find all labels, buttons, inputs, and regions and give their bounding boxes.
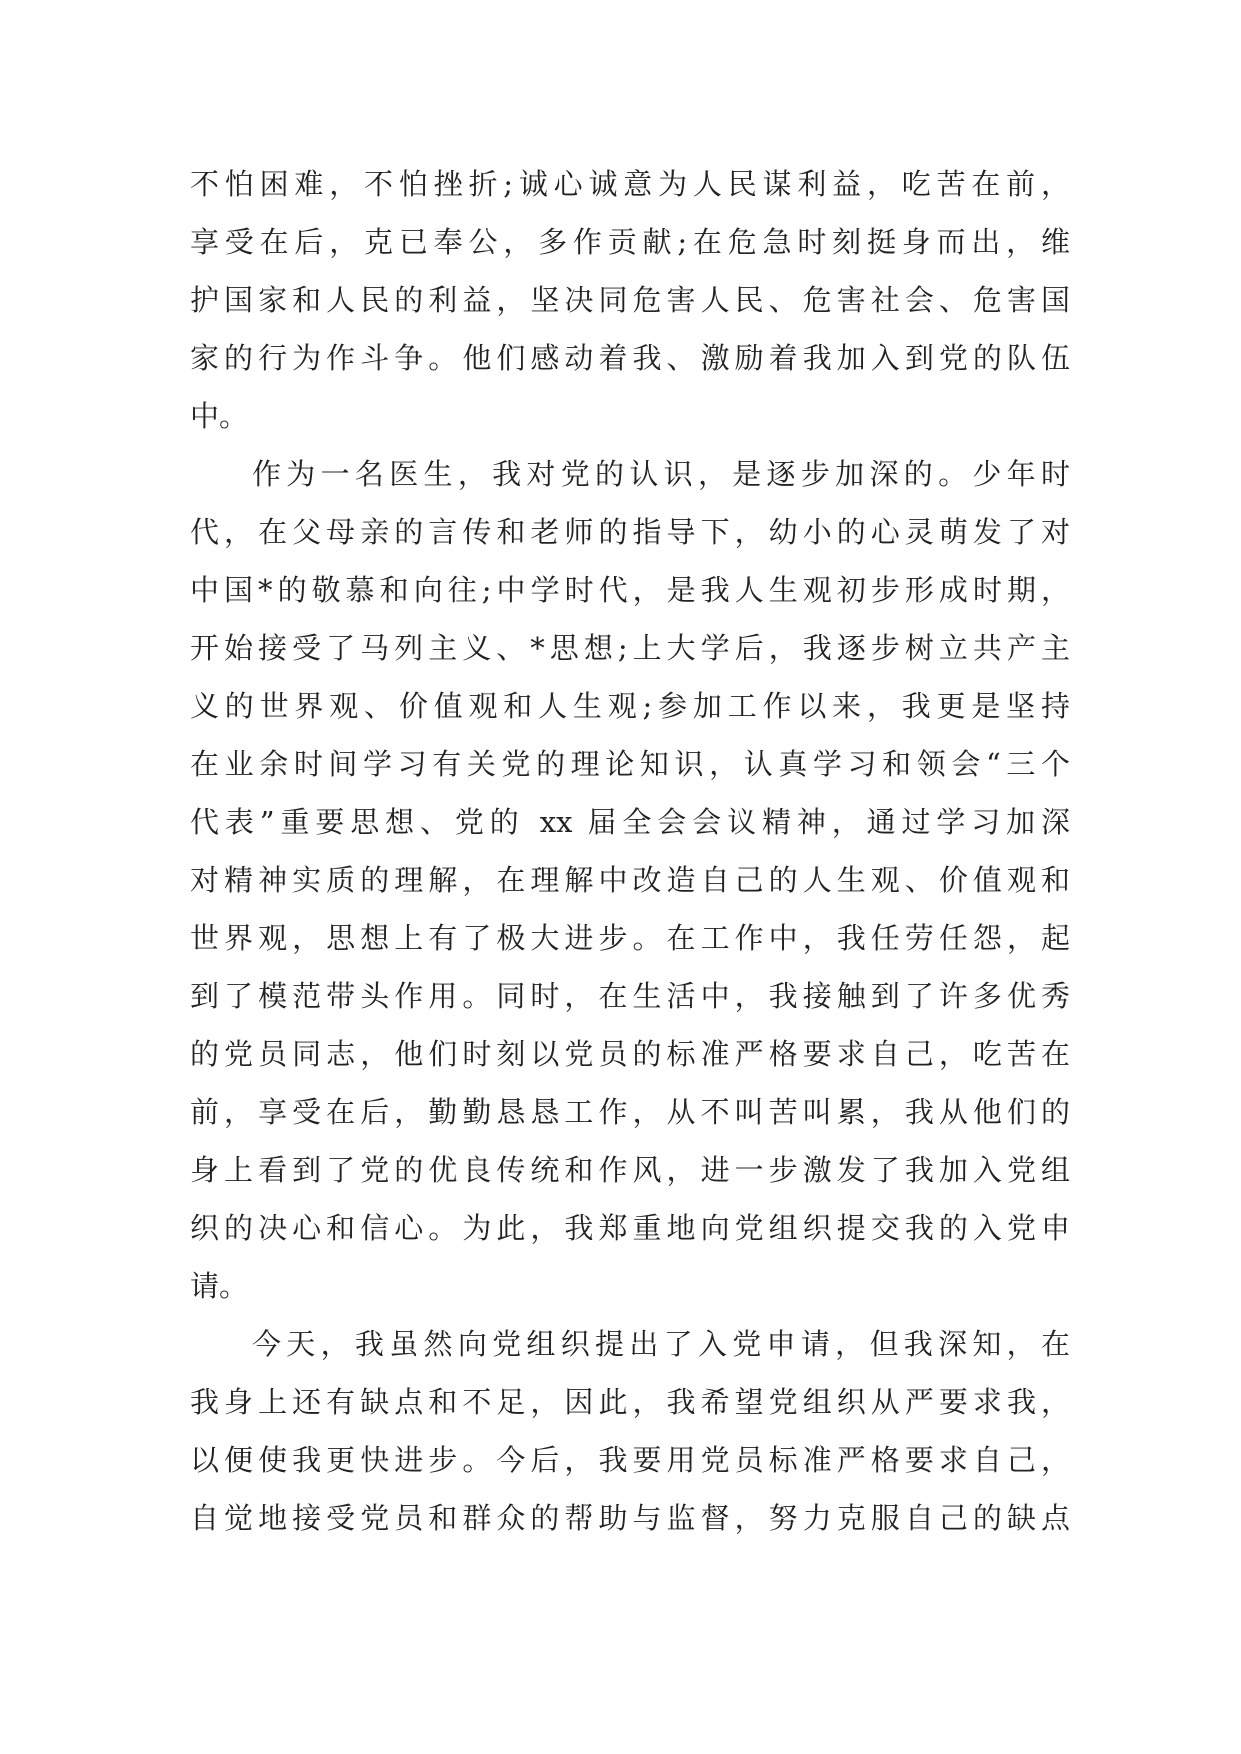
paragraph-3 bbox=[190, 1315, 1070, 1547]
text-line: 身上看到了党的优良传统和作风，进一步激发了我加入党组 bbox=[190, 1153, 1070, 1187]
text-line: 代表”重要思想、党的 xx 届全会会议精神，通过学习加深 bbox=[190, 805, 1070, 839]
text-line: 开始接受了马列主义、*思想;上大学后，我逐步树立共产主 bbox=[190, 631, 1070, 665]
document-body bbox=[190, 155, 1070, 1547]
text-line: 的党员同志，他们时刻以党员的标准严格要求自己，吃苦在 bbox=[190, 1037, 1070, 1071]
text-line: 以便使我更快进步。今后，我要用党员标准严格要求自己， bbox=[190, 1443, 1070, 1477]
text-line: 对精神实质的理解，在理解中改造自己的人生观、价值观和 bbox=[190, 863, 1070, 897]
text-line: 自觉地接受党员和群众的帮助与监督，努力克服自己的缺点 bbox=[190, 1501, 1070, 1535]
text-line: 我身上还有缺点和不足，因此，我希望党组织从严要求我， bbox=[190, 1385, 1070, 1419]
text-line: 到了模范带头作用。同时，在生活中，我接触到了许多优秀 bbox=[190, 979, 1070, 1013]
paragraph-1 bbox=[190, 155, 1070, 445]
text-line: 请。 bbox=[190, 1269, 249, 1303]
text-line: 世界观，思想上有了极大进步。在工作中，我任劳任怨，起 bbox=[190, 921, 1070, 955]
text-line: 作为一名医生，我对党的认识，是逐步加深的。少年时 bbox=[252, 457, 1070, 491]
text-line: 义的世界观、价值观和人生观;参加工作以来，我更是坚持 bbox=[190, 689, 1070, 723]
text-line: 前，享受在后，勤勤恳恳工作，从不叫苦叫累，我从他们的 bbox=[190, 1095, 1070, 1129]
text-line: 家的行为作斗争。他们感动着我、激励着我加入到党的队伍 bbox=[190, 341, 1070, 375]
paragraph-2 bbox=[190, 445, 1070, 1315]
text-line: 代，在父母亲的言传和老师的指导下，幼小的心灵萌发了对 bbox=[190, 515, 1070, 549]
text-line: 享受在后，克已奉公，多作贡献;在危急时刻挺身而出，维 bbox=[190, 225, 1070, 259]
text-line: 护国家和人民的利益，坚决同危害人民、危害社会、危害国 bbox=[190, 283, 1070, 317]
text-line: 中国*的敬慕和向往;中学时代，是我人生观初步形成时期， bbox=[190, 573, 1070, 607]
text-line: 今天，我虽然向党组织提出了入党申请，但我深知，在 bbox=[252, 1327, 1070, 1361]
text-line: 中。 bbox=[190, 399, 249, 433]
text-line: 不怕困难，不怕挫折;诚心诚意为人民谋利益，吃苦在前， bbox=[190, 167, 1070, 201]
text-line: 在业余时间学习有关党的理论知识，认真学习和领会“三个 bbox=[190, 747, 1070, 781]
text-line: 织的决心和信心。为此，我郑重地向党组织提交我的入党申 bbox=[190, 1211, 1070, 1245]
